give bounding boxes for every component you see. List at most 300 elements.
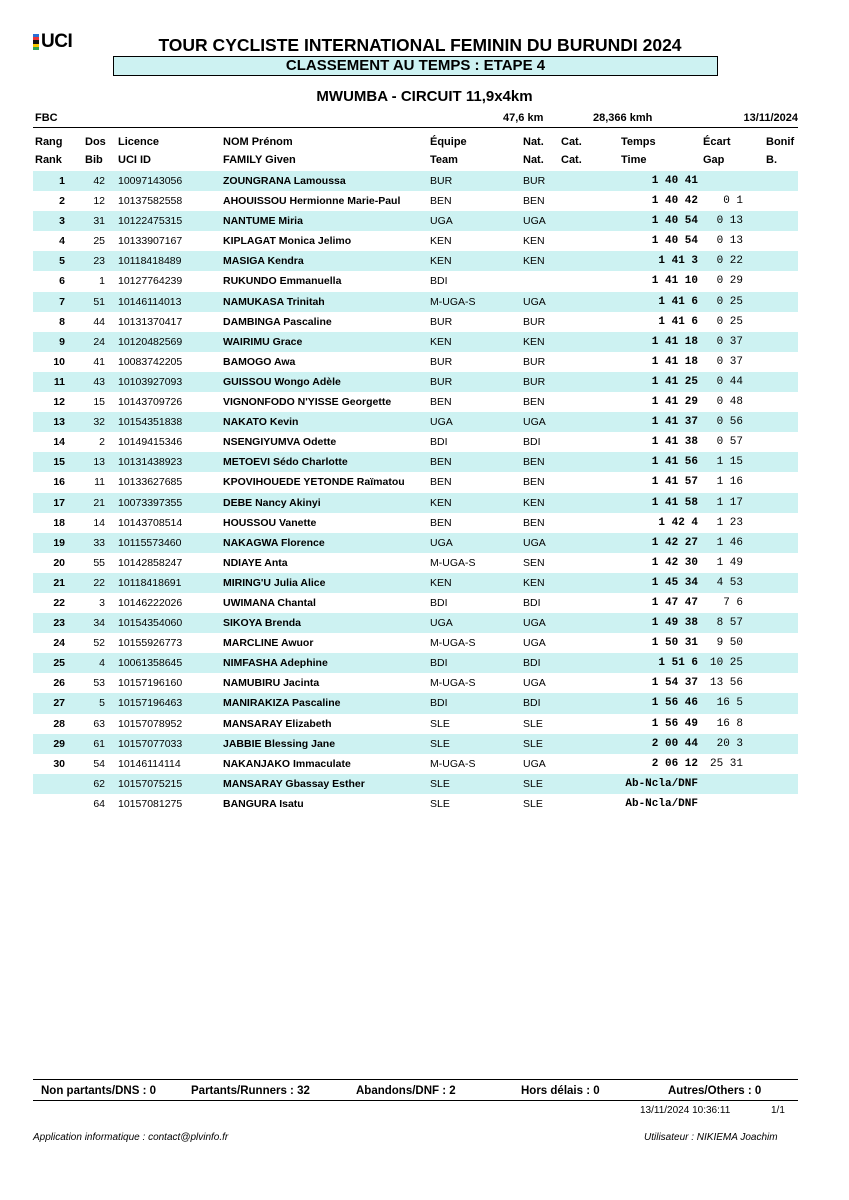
table-row (33, 573, 798, 593)
time-cell: 1 41 29 (651, 396, 698, 409)
rank-cell: 9 (59, 335, 65, 348)
gap-cell: 25 31 (709, 757, 743, 770)
rank-cell: 22 (53, 596, 65, 609)
rank-cell: 12 (53, 396, 65, 409)
licence-cell: 10115573460 (118, 536, 182, 549)
licence-cell: 10061358645 (118, 657, 183, 670)
print-timestamp: 13/11/2024 10:36:11 (640, 1105, 731, 1116)
time-cell: 1 42 27 (651, 536, 698, 549)
gap-cell: 0 25 (716, 295, 743, 308)
nationality-cell: UGA (523, 536, 546, 549)
team-cell: KEN (430, 235, 452, 248)
nationality-cell: BUR (523, 315, 546, 328)
bib-cell: 21 (93, 496, 105, 509)
nationality-cell: SLE (523, 737, 543, 750)
uci-logo (33, 32, 72, 52)
gap-cell: 8 57 (716, 617, 743, 630)
nationality-cell: UGA (523, 215, 546, 228)
gap-cell: 0 57 (716, 436, 743, 449)
rider-name: UWIMANA Chantal (223, 596, 316, 609)
nationality-cell: UGA (523, 757, 546, 770)
time-cell: 1 41 25 (651, 375, 698, 388)
gap-cell: 16 8 (716, 717, 743, 730)
team-cell: BUR (430, 315, 453, 328)
team-cell: UGA (430, 215, 453, 228)
bib-cell: 52 (93, 637, 105, 650)
rank-cell: 13 (53, 416, 65, 429)
logo-stripe (33, 47, 39, 50)
rank-cell: 28 (53, 717, 65, 730)
header-time: Temps (621, 136, 656, 148)
licence-cell: 10133907167 (118, 235, 183, 248)
runners-count: Partants/Runners : 32 (191, 1085, 310, 1097)
bib-cell: 55 (93, 556, 105, 569)
rank-cell: 2 (59, 195, 65, 208)
rider-name: SIKOYA Brenda (223, 617, 301, 630)
rank-cell: 3 (59, 215, 65, 228)
average-speed: 28,366 kmh (593, 112, 653, 124)
gap-cell: 0 13 (716, 215, 743, 228)
gap-cell: 10 25 (709, 657, 743, 670)
table-row (33, 171, 798, 191)
gap-cell: 7 6 (723, 596, 743, 609)
nationality-cell: SLE (523, 717, 543, 730)
licence-cell: 10157196463 (118, 697, 183, 710)
time-cell: 1 50 31 (651, 637, 698, 650)
table-row (33, 794, 798, 814)
header-nat: Nat. (523, 136, 544, 148)
rank-cell: 14 (53, 436, 65, 449)
gap-cell: 0 25 (716, 315, 743, 328)
table-row (33, 533, 798, 553)
bib-cell: 61 (93, 737, 105, 750)
dns-count: Non partants/DNS : 0 (41, 1085, 157, 1097)
time-cell: 1 40 54 (651, 215, 698, 228)
time-cell: 1 41 57 (651, 476, 698, 489)
time-cell: 1 51 6 (658, 657, 698, 670)
team-cell: BEN (430, 456, 452, 469)
uci-rainbow-stripes (33, 34, 39, 50)
rider-name: GUISSOU Wongo Adèle (223, 375, 341, 388)
header-bib-en: Bib (85, 154, 103, 166)
table-row (33, 251, 798, 271)
rider-name: NAKATO Kevin (223, 416, 299, 429)
table-row (33, 493, 798, 513)
table-row (33, 292, 798, 312)
licence-cell: 10131438923 (118, 456, 183, 469)
header-rank: Rang (35, 136, 63, 148)
gap-cell: 1 15 (716, 456, 743, 469)
bib-cell: 53 (93, 677, 105, 690)
licence-cell: 10137582558 (118, 195, 183, 208)
licence-cell: 10154351838 (118, 416, 183, 429)
rider-name: BAMOGO Awa (223, 355, 296, 368)
table-row (33, 513, 798, 533)
time-cell: 2 00 44 (651, 737, 698, 750)
time-cell: 1 41 38 (651, 436, 698, 449)
rank-cell: 23 (53, 617, 65, 630)
table-row (33, 774, 798, 794)
rider-name: KIPLAGAT Monica Jelimo (223, 235, 352, 248)
table-row (33, 673, 798, 693)
table-row (33, 211, 798, 231)
team-cell: BEN (430, 396, 452, 409)
nationality-cell: BEN (523, 476, 545, 489)
team-cell: M-UGA-S (430, 295, 476, 308)
page-subtitle: CLASSEMENT AU TEMPS : ETAPE 4 (113, 56, 718, 76)
nationality-cell: KEN (523, 496, 545, 509)
app-credit: Application informatique : contact@plvinfo.fr (33, 1132, 229, 1143)
bib-cell: 14 (93, 516, 105, 529)
rank-cell: 27 (53, 697, 65, 710)
gap-cell: 0 44 (716, 375, 743, 388)
time-cell: 1 56 46 (651, 697, 698, 710)
team-cell: SLE (430, 777, 450, 790)
nationality-cell: KEN (523, 255, 545, 268)
rider-name: NIMFASHA Adephine (223, 657, 328, 670)
rank-cell: 18 (53, 516, 65, 529)
rider-name: NSENGIYUMVA Odette (223, 436, 337, 449)
bib-cell: 43 (93, 375, 105, 388)
licence-cell: 10122475315 (118, 215, 183, 228)
gap-cell: 1 17 (716, 496, 743, 509)
otl-count: Hors délais : 0 (521, 1085, 600, 1097)
time-cell: 2 06 12 (651, 757, 698, 770)
table-row (33, 352, 798, 372)
rank-cell: 15 (53, 456, 65, 469)
nationality-cell: KEN (523, 335, 545, 348)
rank-cell: 29 (53, 737, 65, 750)
table-row (33, 452, 798, 472)
licence-cell: 10155926773 (118, 637, 183, 650)
time-cell: 1 40 41 (651, 175, 698, 187)
bib-cell: 1 (99, 275, 105, 288)
gap-cell: 4 53 (716, 576, 743, 589)
bib-cell: 54 (93, 757, 105, 770)
rank-cell: 6 (59, 275, 65, 288)
bib-cell: 12 (93, 195, 105, 208)
team-cell: BEN (430, 516, 452, 529)
nationality-cell: SLE (523, 797, 543, 810)
rank-cell: 25 (53, 657, 65, 670)
nationality-cell: UGA (523, 637, 546, 650)
time-cell: 1 45 34 (651, 576, 698, 589)
header-team: Équipe (430, 136, 467, 148)
header-gap: Écart (703, 136, 731, 148)
race-distance: 47,6 km (503, 112, 544, 124)
bib-cell: 33 (93, 536, 105, 549)
rank-cell: 20 (53, 556, 65, 569)
divider (33, 127, 798, 128)
gap-cell: 0 13 (716, 235, 743, 248)
nationality-cell: UGA (523, 416, 546, 429)
nationality-cell: BEN (523, 195, 545, 208)
header-nat-en: Nat. (523, 154, 544, 166)
bib-cell: 2 (99, 436, 105, 449)
nationality-cell: BDI (523, 697, 541, 710)
bib-cell: 24 (93, 335, 105, 348)
bib-cell: 32 (93, 416, 105, 429)
table-row (33, 734, 798, 754)
table-row (33, 754, 798, 774)
team-cell: BDI (430, 275, 448, 288)
licence-cell: 10143708514 (118, 516, 183, 529)
rider-name: MIRING'U Julia Alice (223, 576, 326, 589)
table-row (33, 633, 798, 653)
team-cell: BDI (430, 697, 448, 710)
licence-cell: 10118418691 (118, 576, 182, 589)
rider-name: VIGNONFODO N'YISSE Georgette (223, 396, 392, 409)
uci-logo-text: UCI (41, 31, 73, 52)
team-cell: SLE (430, 737, 450, 750)
time-cell: 1 41 10 (651, 275, 698, 288)
header-cat: Cat. (561, 136, 582, 148)
team-cell: KEN (430, 576, 452, 589)
rider-name: JABBIE Blessing Jane (223, 737, 336, 750)
licence-cell: 10103927093 (118, 375, 183, 388)
race-info-row (33, 110, 798, 126)
table-row (33, 613, 798, 633)
dnf-count: Abandons/DNF : 2 (356, 1085, 456, 1097)
rank-cell: 4 (59, 235, 65, 248)
nationality-cell: BDI (523, 657, 541, 670)
team-cell: BUR (430, 375, 453, 388)
bib-cell: 44 (93, 315, 105, 328)
time-cell: 1 54 37 (651, 677, 698, 690)
team-cell: M-UGA-S (430, 757, 476, 770)
rank-cell: 7 (59, 295, 65, 308)
time-cell: 1 49 38 (651, 617, 698, 630)
licence-cell: 10133627685 (118, 476, 183, 489)
table-row (33, 714, 798, 734)
licence-cell: 10154354060 (118, 617, 183, 630)
team-cell: BEN (430, 476, 452, 489)
nationality-cell: UGA (523, 295, 546, 308)
gap-cell: 0 56 (716, 416, 743, 429)
others-count: Autres/Others : 0 (668, 1085, 762, 1097)
time-cell: 1 42 30 (651, 556, 698, 569)
team-cell: BDI (430, 436, 448, 449)
header-gap-en: Gap (703, 154, 725, 166)
rider-name: KPOVIHOUEDE YETONDE Raïmatou (223, 476, 405, 489)
team-cell: M-UGA-S (430, 637, 476, 650)
team-cell: UGA (430, 416, 453, 429)
licence-cell: 10146114114 (118, 757, 181, 770)
bib-cell: 34 (93, 617, 105, 630)
bib-cell: 41 (93, 355, 105, 368)
gap-cell: 0 37 (716, 355, 743, 368)
rider-name: NANTUME Miria (223, 215, 303, 228)
rider-name: NDIAYE Anta (223, 556, 288, 569)
rider-name: AHOUISSOU Hermionne Marie-Paul (223, 195, 401, 208)
gap-cell: 0 48 (716, 396, 743, 409)
rank-cell: 11 (53, 375, 65, 388)
licence-cell: 10143709726 (118, 396, 183, 409)
table-row (33, 271, 798, 291)
rank-cell: 19 (53, 536, 65, 549)
nationality-cell: SLE (523, 777, 543, 790)
page-title: TOUR CYCLISTE INTERNATIONAL FEMININ DU BURUNDI 2024 (158, 35, 682, 55)
gap-cell: 0 29 (716, 275, 743, 288)
time-cell: 1 47 47 (651, 596, 698, 609)
rider-name: DAMBINGA Pascaline (223, 315, 332, 328)
table-row (33, 693, 798, 713)
table-row (33, 231, 798, 251)
table-row (33, 472, 798, 492)
bib-cell: 62 (93, 777, 105, 790)
bib-cell: 13 (93, 456, 105, 469)
rider-name: METOEVI Sédo Charlotte (223, 456, 348, 469)
rank-cell: 21 (53, 576, 65, 589)
bib-cell: 22 (93, 576, 105, 589)
page-number: 1/1 (771, 1105, 785, 1116)
time-cell: 1 41 3 (658, 255, 698, 268)
header-name: NOM Prénom (223, 136, 293, 148)
nationality-cell: BEN (523, 456, 545, 469)
nationality-cell: BDI (523, 596, 541, 609)
time-cell: 1 41 37 (651, 416, 698, 429)
divider (33, 1100, 798, 1101)
licence-cell: 10146222026 (118, 596, 183, 609)
divider (33, 1079, 798, 1080)
results-table (33, 171, 798, 814)
time-cell: 1 41 58 (651, 496, 698, 509)
gap-cell: 9 50 (716, 637, 743, 650)
rider-name: NAKAGWA Florence (223, 536, 325, 549)
team-cell: KEN (430, 255, 452, 268)
club-code: FBC (35, 112, 58, 124)
licence-cell: 10127764239 (118, 275, 183, 288)
rider-name: BANGURA Isatu (223, 797, 304, 810)
licence-cell: 10131370417 (118, 315, 183, 328)
bib-cell: 42 (93, 175, 105, 187)
nationality-cell: BUR (523, 355, 546, 368)
rider-name: NAMUKASA Trinitah (223, 295, 325, 308)
licence-cell: 10157081275 (118, 797, 183, 810)
team-cell: M-UGA-S (430, 556, 476, 569)
header-team-en: Team (430, 154, 458, 166)
table-row (33, 392, 798, 412)
rider-name: MASIGA Kendra (223, 255, 304, 268)
table-row (33, 332, 798, 352)
time-cell: 1 41 6 (658, 295, 698, 308)
rider-name: ZOUNGRANA Lamoussa (223, 175, 346, 187)
bib-cell: 3 (99, 596, 105, 609)
time-cell: 1 41 56 (651, 456, 698, 469)
team-cell: BDI (430, 596, 448, 609)
rank-cell: 17 (53, 496, 65, 509)
table-row (33, 312, 798, 332)
gap-cell: 0 22 (716, 255, 743, 268)
licence-cell: 10118418489 (118, 255, 182, 268)
nationality-cell: SEN (523, 556, 545, 569)
bib-cell: 25 (93, 235, 105, 248)
licence-cell: 10073397355 (118, 496, 183, 509)
nationality-cell: BEN (523, 396, 545, 409)
time-cell: 1 40 54 (651, 235, 698, 248)
bib-cell: 4 (99, 657, 105, 670)
rank-cell: 16 (53, 476, 65, 489)
time-cell: 1 40 42 (651, 195, 698, 208)
rank-cell: 26 (53, 677, 65, 690)
team-cell: BDI (430, 657, 448, 670)
gap-cell: 0 37 (716, 335, 743, 348)
nationality-cell: UGA (523, 617, 546, 630)
team-cell: SLE (430, 717, 450, 730)
bib-cell: 31 (93, 215, 105, 228)
rank-cell: 8 (59, 315, 65, 328)
table-row (33, 372, 798, 392)
gap-cell: 1 46 (716, 536, 743, 549)
table-row (33, 432, 798, 452)
licence-cell: 10149415346 (118, 436, 183, 449)
nationality-cell: KEN (523, 235, 545, 248)
rider-name: MARCLINE Awuor (223, 637, 314, 650)
licence-cell: 10142858247 (118, 556, 183, 569)
rider-name: NAMUBIRU Jacinta (223, 677, 320, 690)
table-row (33, 412, 798, 432)
licence-cell: 10097143056 (118, 175, 183, 187)
rank-cell: 30 (53, 757, 65, 770)
table-row (33, 191, 798, 211)
gap-cell: 13 56 (709, 677, 743, 690)
licence-cell: 10083742205 (118, 355, 183, 368)
nationality-cell: KEN (523, 576, 545, 589)
time-cell: Ab-Ncla/DNF (625, 797, 698, 810)
gap-cell: 1 49 (716, 556, 743, 569)
rider-name: RUKUNDO Emmanuella (223, 275, 342, 288)
gap-cell: 20 3 (716, 737, 743, 750)
rider-name: WAIRIMU Grace (223, 335, 303, 348)
header-bonus-en: B. (766, 154, 777, 166)
bib-cell: 64 (93, 797, 105, 810)
team-cell: UGA (430, 536, 453, 549)
rider-name: DEBE Nancy Akinyi (223, 496, 321, 509)
licence-cell: 10157075215 (118, 777, 183, 790)
team-cell: BEN (430, 195, 452, 208)
header-bonus: Bonif (766, 136, 795, 148)
stage-name: MWUMBA - CIRCUIT 11,9x4km (316, 88, 533, 105)
header-bib: Dos (85, 136, 106, 148)
time-cell: 1 41 18 (651, 335, 698, 348)
bib-cell: 63 (93, 717, 105, 730)
time-cell: 1 42 4 (658, 516, 698, 529)
gap-cell: 1 16 (716, 476, 743, 489)
gap-cell: 1 23 (716, 516, 743, 529)
rank-cell: 5 (59, 255, 65, 268)
nationality-cell: UGA (523, 677, 546, 690)
nationality-cell: BUR (523, 375, 546, 388)
nationality-cell: BUR (523, 175, 546, 187)
race-date: 13/11/2024 (743, 112, 798, 124)
rider-name: MANIRAKIZA Pascaline (223, 697, 341, 710)
header-rank-en: Rank (35, 154, 62, 166)
nationality-cell: BEN (523, 516, 545, 529)
licence-cell: 10157077033 (118, 737, 183, 750)
team-cell: KEN (430, 496, 452, 509)
rider-name: NAKANJAKO Immaculate (223, 757, 351, 770)
header-cat-en: Cat. (561, 154, 582, 166)
rider-name: MANSARAY Gbassay Esther (223, 777, 365, 790)
licence-cell: 10120482569 (118, 335, 183, 348)
team-cell: UGA (430, 617, 453, 630)
header-licence-en: UCI ID (118, 154, 151, 166)
bib-cell: 11 (94, 476, 105, 489)
team-cell: BUR (430, 355, 453, 368)
header-time-en: Time (621, 154, 647, 166)
bib-cell: 23 (93, 255, 105, 268)
team-cell: SLE (430, 797, 450, 810)
